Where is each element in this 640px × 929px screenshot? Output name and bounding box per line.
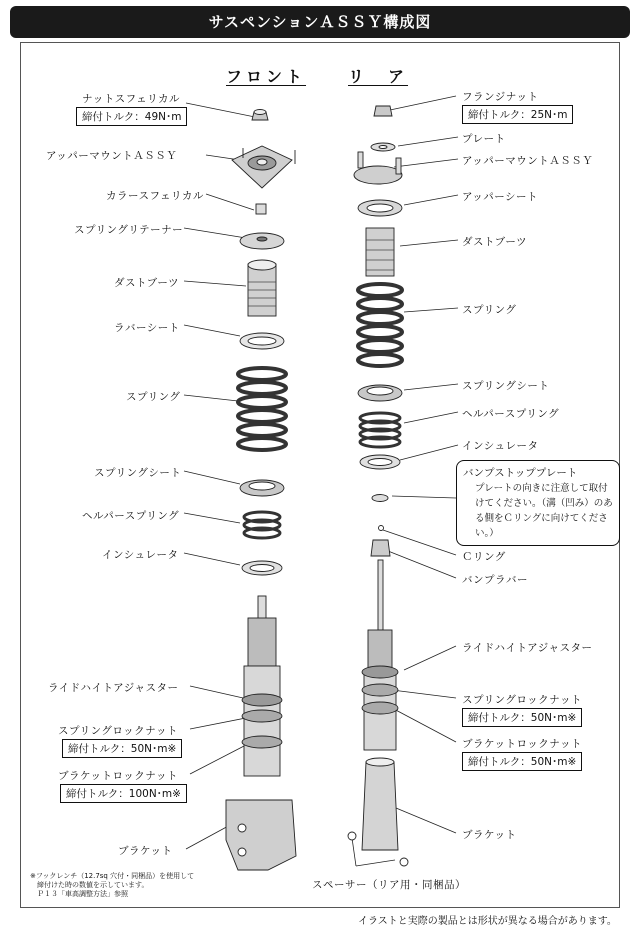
front-bracket-lock-label: ブラケットロックナット [58,770,179,782]
front-ride-height-label: ライドハイトアジャスター [48,682,179,694]
front-spring-lock-torque: 締付トルク：50N･m※ [62,739,182,758]
rear-helper-spring-label: ヘルパースプリング [462,408,560,420]
page-title: サスペンションＡＳＳＹ構成図 [10,6,630,38]
bump-stop-title: バンプストッププレート [463,467,578,479]
bump-stop-plate-callout [456,460,620,546]
rear-bracket-lock-label: ブラケットロックナット [462,738,583,750]
rear-bracket-lock-torque: 締付トルク：50N･m※ [462,752,582,771]
front-spring-lock-label: スプリングロックナット [58,725,178,737]
rear-upper-seat-label: アッパーシート [462,191,539,203]
rear-upper-mount-label: アッパーマウントＡＳＳＹ [462,155,594,167]
section-rear: リ ア [348,67,409,86]
front-dust-boot-label: ダストブーツ [114,277,179,289]
front-nut-torque: 締付トルク：49N･m [76,107,187,126]
front-rubber-seat-label: ラバーシート [114,322,180,334]
rear-bracket-label: ブラケット [462,829,517,841]
rear-insulator-label: インシュレータ [462,440,539,452]
front-insulator-label: インシュレータ [102,549,179,561]
front-bracket-label: ブラケット [118,845,173,857]
rear-bump-rubber-label: バンプラバー [462,574,528,586]
front-bracket-lock-torque: 締付トルク：100N･m※ [60,784,187,803]
bump-stop-text: プレートの向きに注意して取付けてください。（溝（凹み）のある側をＣリングに向けてください。） [475,483,613,539]
front-spring-label: スプリング [126,391,181,403]
rear-spring-label: スプリング [462,304,517,316]
front-upper-mount-label: アッパーマウントＡＳＳＹ [46,150,178,162]
front-collar-label: カラースフェリカル [106,190,204,202]
rear-ride-height-label: ライドハイトアジャスター [462,642,593,654]
front-spring-seat-label: スプリングシート [94,467,182,479]
rear-c-ring-label: Ｃリング [462,551,506,563]
section-front: フロント [226,67,307,86]
rear-dust-boot-label: ダストブーツ [462,236,527,248]
hook-wrench-note: ※フックレンチ（12.7sq 穴付・同梱品）を使用して 締付けた時の数値を示しています。 Ｐ１３「車高調整方法」参照 [30,872,195,898]
rear-plate-label: プレート [462,133,506,145]
front-retainer-label: スプリングリテーナー [74,224,184,236]
rear-flange-torque: 締付トルク：25N･m [462,105,573,124]
rear-flange-nut-label: フランジナット [462,91,539,103]
rear-spacer-label: スペーサー（リア用・同梱品） [312,879,466,891]
rear-spring-seat-label: スプリングシート [462,380,550,392]
front-helper-spring-label: ヘルパースプリング [82,510,180,522]
front-nut-label: ナットスフェリカル [82,93,181,105]
rear-spring-lock-torque: 締付トルク：50N･m※ [462,708,582,727]
rear-spring-lock-label: スプリングロックナット [462,694,582,706]
footer-disclaimer: イラストと実際の製品とは形状が異なる場合があります。 [358,916,617,927]
